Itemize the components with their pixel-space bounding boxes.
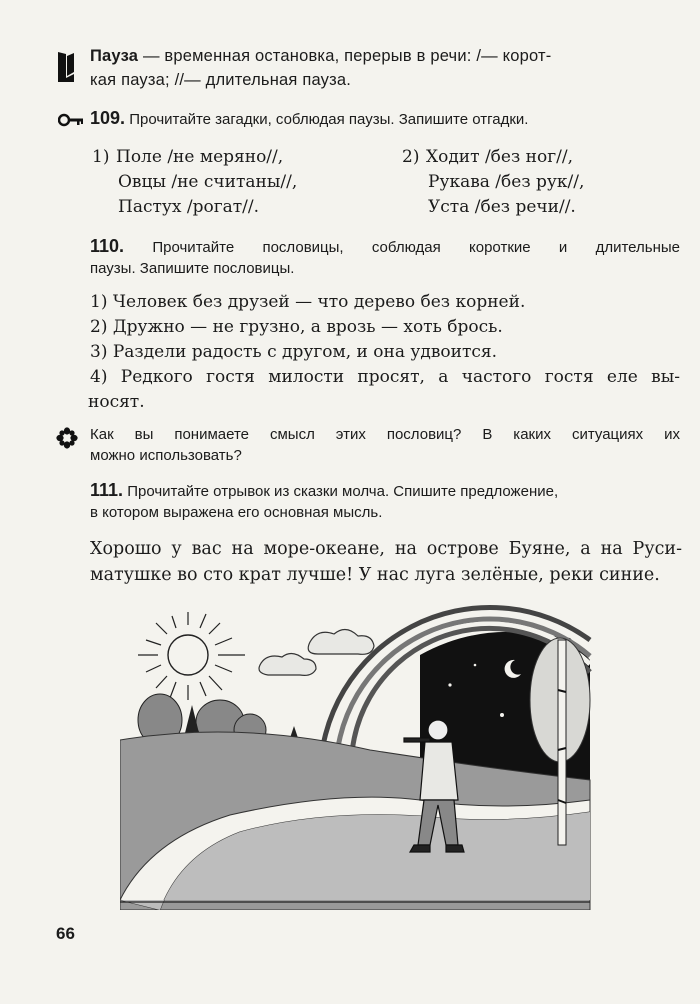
page-number: 66 xyxy=(56,924,75,943)
definition-line-2: кая пауза; //— длительная пауза. xyxy=(90,71,352,89)
definition-block xyxy=(90,44,680,92)
proverb-item: носят. xyxy=(88,392,145,412)
proverb-item: 3) Раздели радость с другом, и она удвоится. xyxy=(90,342,498,362)
exercise-109-header xyxy=(90,108,528,130)
flower-icon xyxy=(56,427,78,449)
exercise-111-header: 111. Прочитайте отрывок из сказки молча. Спишите предложение, в котором выражена его основная мысль. xyxy=(90,480,559,521)
exercise-number: 111. xyxy=(90,480,124,500)
definition-term: Пауза xyxy=(90,47,139,65)
riddle-number: 2) xyxy=(402,147,420,167)
proverb-item: 4) Редкого гостя милости просят, а частого гостя еле вы- xyxy=(90,367,680,387)
key-icon xyxy=(58,113,84,127)
discussion-question: Как вы понимаете смысл этих пословиц? В каких ситуациях их можно использовать? xyxy=(90,426,680,464)
tale-excerpt: Хорошо у вас на море-океане, на острове Буяне, а на Руси- матушке во сто крат лучше! У нас луга зелёные, реки синие. xyxy=(90,539,682,585)
sun-icon xyxy=(138,612,245,700)
book-icon xyxy=(57,50,75,84)
exercise-instruction: Прочитайте загадки, соблюдая паузы. Запишите отгадки. xyxy=(129,111,529,128)
riddle-1: 1) Поле /не меряно//, Овцы /не считаны//, Пастух /рогат//. xyxy=(92,147,298,217)
proverb-list xyxy=(90,290,680,415)
rainbow-illustration xyxy=(120,600,610,910)
definition-line-1: Пауза — временная остановка, перерыв в речи: /— корот- xyxy=(90,47,552,65)
proverb-item: 1) Человек без друзей — что дерево без корней. xyxy=(90,292,526,312)
exercise-110-header: 110. Прочитайте пословицы, соблюдая короткие и длительные паузы. Запишите пословицы. xyxy=(90,236,680,277)
riddle-number: 1) xyxy=(92,147,110,167)
riddle-2: 2) Ходит /без ног//, Рукава /без рук//, Уста /без речи//. xyxy=(402,147,585,217)
proverb-item: 2) Дружно — не грузно, а врозь — хоть брось. xyxy=(90,317,503,337)
exercise-number: 109. xyxy=(90,108,126,128)
exercise-number: 110. xyxy=(90,236,125,256)
